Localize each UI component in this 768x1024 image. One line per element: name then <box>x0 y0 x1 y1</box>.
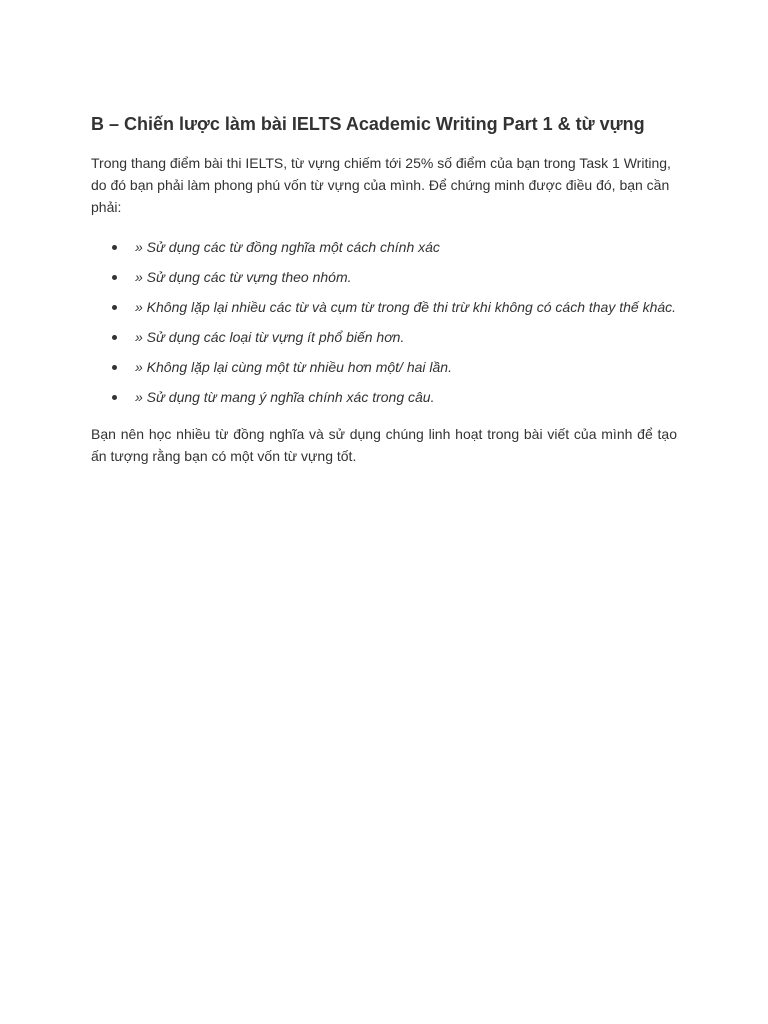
list-item-text: » Sử dụng các từ đồng nghĩa một cách chính xác <box>135 239 440 255</box>
list-item-text: » Sử dụng từ mang ý nghĩa chính xác trong câu. <box>135 389 435 405</box>
list-item <box>91 356 677 386</box>
intro-paragraph: Trong thang điểm bài thi IELTS, từ vựng chiếm tới 25% số điểm của bạn trong Task 1 Writing, do đó bạn phải làm phong phú vốn từ vựng của mình. Để chứng minh được điều đó, bạn cần phải: <box>91 155 671 215</box>
bullet-icon <box>112 395 117 400</box>
bullet-icon <box>112 335 117 340</box>
list-item-text: » Sử dụng các loại từ vựng ít phổ biến hơn. <box>135 329 405 345</box>
conclusion-paragraph: Bạn nên học nhiều từ đồng nghĩa và sử dụng chúng linh hoạt trong bài viết của mình để tạo ấn tượng rằng bạn có một vốn từ vựng tốt. <box>91 426 677 464</box>
bullet-icon <box>112 245 117 250</box>
list-item <box>91 326 677 356</box>
list-item-text: » Không lặp lại cùng một từ nhiều hơn một/ hai lần. <box>135 359 452 375</box>
list-item <box>91 236 677 266</box>
bullet-icon <box>112 365 117 370</box>
list-item-text: » Sử dụng các từ vựng theo nhóm. <box>135 269 352 285</box>
list-item <box>91 386 677 416</box>
strategy-list <box>91 236 677 416</box>
bullet-icon <box>112 275 117 280</box>
list-item <box>91 296 677 326</box>
list-item <box>91 266 677 296</box>
list-item-text: » Không lặp lại nhiều các từ và cụm từ trong đề thi trừ khi không có cách thay thế khác. <box>135 299 677 315</box>
bullet-icon <box>112 305 117 310</box>
section-heading: B – Chiến lược làm bài IELTS Academic Writing Part 1 & từ vựng <box>91 114 645 134</box>
